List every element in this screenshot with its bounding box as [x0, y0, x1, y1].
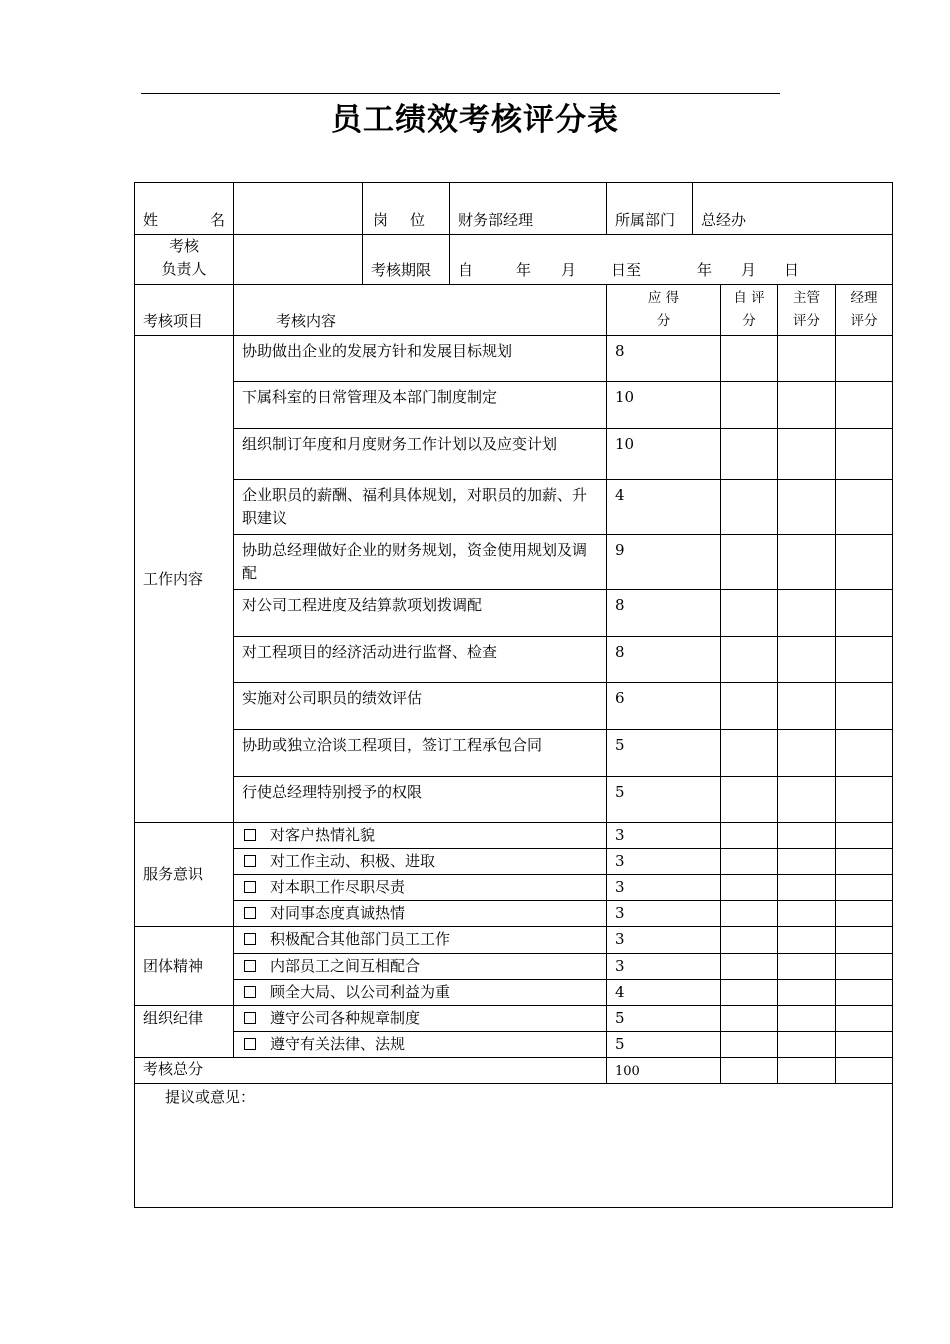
dept-value[interactable]: 总经办 — [693, 183, 893, 235]
period-year2: 年 — [697, 261, 713, 279]
gm-score-cell[interactable] — [836, 927, 893, 954]
self-score-cell[interactable] — [721, 954, 778, 980]
gm-score-cell[interactable] — [836, 849, 893, 875]
self-score-cell[interactable] — [721, 429, 778, 480]
discipline-item-score: 5 — [607, 1032, 721, 1058]
gm-total-cell[interactable] — [836, 1058, 893, 1084]
manager-score-cell[interactable] — [778, 849, 836, 875]
gm-score-cell[interactable] — [836, 637, 893, 683]
table-row — [135, 980, 893, 1006]
post-label-cell — [363, 183, 450, 235]
self-score-cell[interactable] — [721, 777, 778, 823]
team-item-score: 3 — [607, 954, 721, 980]
section-team-label: 团体精神 — [135, 927, 234, 1006]
period-month1: 月 — [561, 261, 577, 279]
name-field[interactable] — [234, 183, 363, 235]
header-row-reviewer — [135, 235, 893, 285]
service-item-score: 3 — [607, 823, 721, 849]
team-item — [234, 954, 607, 980]
work-item-score: 5 — [607, 777, 721, 823]
manager-score-cell[interactable] — [778, 590, 836, 637]
comments-label: 提议或意见： — [165, 1088, 256, 1106]
gm-score-cell[interactable] — [836, 954, 893, 980]
work-item-score: 5 — [607, 730, 721, 777]
table-row — [135, 1006, 893, 1032]
self-score-cell[interactable] — [721, 1006, 778, 1032]
team-item-label: 积极配合其他部门员工工作 — [270, 930, 451, 948]
work-item-score: 10 — [607, 382, 721, 429]
gm-score-cell[interactable] — [836, 535, 893, 590]
self-score-cell[interactable] — [721, 901, 778, 927]
work-item-content: 协助或独立洽谈工程项目，签订工程承包合同 — [234, 730, 607, 777]
self-score-cell[interactable] — [721, 1032, 778, 1058]
checkbox[interactable] — [244, 855, 256, 867]
comments-row — [135, 1084, 893, 1208]
team-item-score: 3 — [607, 927, 721, 954]
work-item-score: 9 — [607, 535, 721, 590]
gm-score-cell[interactable] — [836, 1032, 893, 1058]
self-score-cell[interactable] — [721, 336, 778, 382]
table-row — [135, 730, 893, 777]
team-item-label: 顾全大局、以公司利益为重 — [270, 983, 451, 1001]
work-item-content: 企业职员的薪酬、福利具体规划，对职员的加薪、升职建议 — [234, 480, 607, 535]
table-row — [135, 954, 893, 980]
page-title: 员工绩效考核评分表 — [331, 102, 619, 138]
self-score-cell[interactable] — [721, 927, 778, 954]
gm-score-cell[interactable] — [836, 429, 893, 480]
col-full-score-line1: 应 得 — [647, 290, 680, 306]
checkbox[interactable] — [244, 829, 256, 841]
name-label-b: 名 — [209, 211, 225, 229]
service-item-label: 对工作主动、积极、进取 — [270, 852, 436, 870]
self-score-cell[interactable] — [721, 823, 778, 849]
manager-score-cell[interactable] — [778, 980, 836, 1006]
gm-score-cell[interactable] — [836, 1006, 893, 1032]
manager-score-cell[interactable] — [778, 683, 836, 730]
service-item-label: 对本职工作尽职尽责 — [270, 878, 406, 896]
discipline-item-label: 遵守公司各种规章制度 — [270, 1009, 421, 1027]
checkbox[interactable] — [244, 881, 256, 893]
col-self-line1: 自 评 — [733, 290, 765, 306]
manager-total-cell[interactable] — [778, 1058, 836, 1084]
reviewer-label-line2: 负责人 — [161, 260, 207, 278]
gm-score-cell[interactable] — [836, 336, 893, 382]
name-label-cell — [135, 183, 234, 235]
manager-score-cell[interactable] — [778, 1032, 836, 1058]
self-score-cell[interactable] — [721, 535, 778, 590]
manager-score-cell[interactable] — [778, 875, 836, 901]
period-label: 考核期限 — [363, 235, 450, 285]
manager-score-cell[interactable] — [778, 954, 836, 980]
post-label-b: 位 — [410, 211, 426, 229]
reviewer-label-line1: 考核 — [168, 237, 199, 255]
table-row — [135, 875, 893, 901]
col-manager-line2: 评分 — [793, 313, 820, 329]
section-work-label: 工作内容 — [135, 336, 234, 823]
col-item: 考核项目 — [135, 285, 234, 336]
manager-score-cell[interactable] — [778, 429, 836, 480]
discipline-item-score: 5 — [607, 1006, 721, 1032]
gm-score-cell[interactable] — [836, 980, 893, 1006]
work-item-score: 8 — [607, 637, 721, 683]
self-score-cell[interactable] — [721, 875, 778, 901]
gm-score-cell[interactable] — [836, 590, 893, 637]
table-row — [135, 429, 893, 480]
discipline-item — [234, 1032, 607, 1058]
header-row-name — [135, 183, 893, 235]
post-label-a: 岗 — [373, 211, 389, 229]
total-label: 考核总分 — [135, 1058, 607, 1084]
work-item-score: 6 — [607, 683, 721, 730]
service-item-score: 3 — [607, 901, 721, 927]
manager-score-cell[interactable] — [778, 382, 836, 429]
table-row — [135, 480, 893, 535]
work-item-content: 协助总经理做好企业的财务规划，资金使用规划及调配 — [234, 535, 607, 590]
checkbox[interactable] — [244, 907, 256, 919]
reviewer-field[interactable] — [234, 235, 363, 285]
table-row — [135, 535, 893, 590]
manager-score-cell[interactable] — [778, 901, 836, 927]
work-item-content: 下属科室的日常管理及本部门制度制定 — [234, 382, 607, 429]
period-year1: 年 — [516, 261, 532, 279]
col-self-line2: 分 — [742, 313, 756, 329]
work-item-content: 协助做出企业的发展方针和发展目标规划 — [234, 336, 607, 382]
manager-score-cell[interactable] — [778, 336, 836, 382]
col-gm — [836, 285, 893, 336]
service-item — [234, 901, 607, 927]
discipline-item-label: 遵守有关法律、法规 — [270, 1035, 406, 1053]
work-item-content: 实施对公司职员的绩效评估 — [234, 683, 607, 730]
service-item — [234, 849, 607, 875]
service-item-label: 对同事态度真诚热情 — [270, 904, 406, 922]
work-item-score: 10 — [607, 429, 721, 480]
self-score-cell[interactable] — [721, 980, 778, 1006]
gm-score-cell[interactable] — [836, 480, 893, 535]
team-item — [234, 980, 607, 1006]
period-field[interactable] — [450, 235, 893, 285]
work-item-score: 8 — [607, 336, 721, 382]
table-row — [135, 927, 893, 954]
manager-score-cell[interactable] — [778, 730, 836, 777]
self-score-cell[interactable] — [721, 730, 778, 777]
gm-score-cell[interactable] — [836, 823, 893, 849]
section-service-label: 服务意识 — [135, 823, 234, 927]
column-header-row — [135, 285, 893, 336]
service-item — [234, 823, 607, 849]
manager-score-cell[interactable] — [778, 823, 836, 849]
self-score-cell[interactable] — [721, 480, 778, 535]
team-item — [234, 927, 607, 954]
team-item-score: 4 — [607, 980, 721, 1006]
total-score: 100 — [607, 1058, 721, 1084]
table-row — [135, 683, 893, 730]
self-score-cell[interactable] — [721, 637, 778, 683]
table-row — [135, 823, 893, 849]
section-discipline-label: 组织纪律 — [135, 1006, 234, 1058]
self-score-cell[interactable] — [721, 590, 778, 637]
col-gm-line1: 经理 — [850, 290, 878, 306]
team-item-label: 内部员工之间互相配合 — [270, 957, 421, 975]
col-full-score — [607, 285, 721, 336]
self-score-cell[interactable] — [721, 849, 778, 875]
table-row — [135, 1032, 893, 1058]
post-value[interactable]: 财务部经理 — [450, 183, 607, 235]
manager-score-cell[interactable] — [778, 535, 836, 590]
dept-label: 所属部门 — [607, 183, 693, 235]
gm-score-cell[interactable] — [836, 777, 893, 823]
col-manager-line1: 主管 — [793, 290, 820, 306]
service-item-score: 3 — [607, 875, 721, 901]
top-rule — [141, 93, 780, 94]
manager-score-cell[interactable] — [778, 1006, 836, 1032]
gm-score-cell[interactable] — [836, 875, 893, 901]
reviewer-label-cell — [135, 235, 234, 285]
col-manager — [778, 285, 836, 336]
work-item-content: 对公司工程进度及结算款项划拨调配 — [234, 590, 607, 637]
service-item — [234, 875, 607, 901]
total-row — [135, 1058, 893, 1084]
manager-score-cell[interactable] — [778, 637, 836, 683]
work-item-score: 4 — [607, 480, 721, 535]
work-item-content: 对工程项目的经济活动进行监督、检查 — [234, 637, 607, 683]
col-full-score-line2: 分 — [656, 313, 671, 329]
period-month2: 月 — [741, 261, 757, 279]
period-from: 自 — [458, 261, 474, 279]
checkbox[interactable] — [244, 1012, 256, 1024]
name-label-a: 姓 — [143, 211, 159, 229]
manager-score-cell[interactable] — [778, 480, 836, 535]
manager-score-cell[interactable] — [778, 927, 836, 954]
col-self — [721, 285, 778, 336]
gm-score-cell[interactable] — [836, 901, 893, 927]
period-day2: 日 — [784, 261, 800, 279]
checkbox[interactable] — [244, 1038, 256, 1050]
work-item-content: 组织制订年度和月度财务工作计划以及应变计划 — [234, 429, 607, 480]
checkbox[interactable] — [244, 960, 256, 972]
manager-score-cell[interactable] — [778, 777, 836, 823]
checkbox[interactable] — [244, 933, 256, 945]
col-content: 考核内容 — [234, 285, 607, 336]
service-item-score: 3 — [607, 849, 721, 875]
gm-score-cell[interactable] — [836, 382, 893, 429]
table-row — [135, 590, 893, 637]
gm-score-cell[interactable] — [836, 683, 893, 730]
table-row — [135, 777, 893, 823]
work-item-content: 行使总经理特别授予的权限 — [234, 777, 607, 823]
col-gm-line2: 评分 — [850, 313, 878, 329]
comments-field[interactable] — [135, 1084, 893, 1208]
work-item-score: 8 — [607, 590, 721, 637]
self-score-cell[interactable] — [721, 683, 778, 730]
service-item-label: 对客户热情礼貌 — [270, 826, 376, 844]
evaluation-table — [134, 182, 893, 1208]
table-row — [135, 849, 893, 875]
table-row — [135, 901, 893, 927]
table-row — [135, 637, 893, 683]
self-total-cell[interactable] — [721, 1058, 778, 1084]
period-day-to: 日至 — [611, 261, 642, 279]
gm-score-cell[interactable] — [836, 730, 893, 777]
table-row — [135, 382, 893, 429]
discipline-item — [234, 1006, 607, 1032]
table-row — [135, 336, 893, 382]
checkbox[interactable] — [244, 986, 256, 998]
self-score-cell[interactable] — [721, 382, 778, 429]
